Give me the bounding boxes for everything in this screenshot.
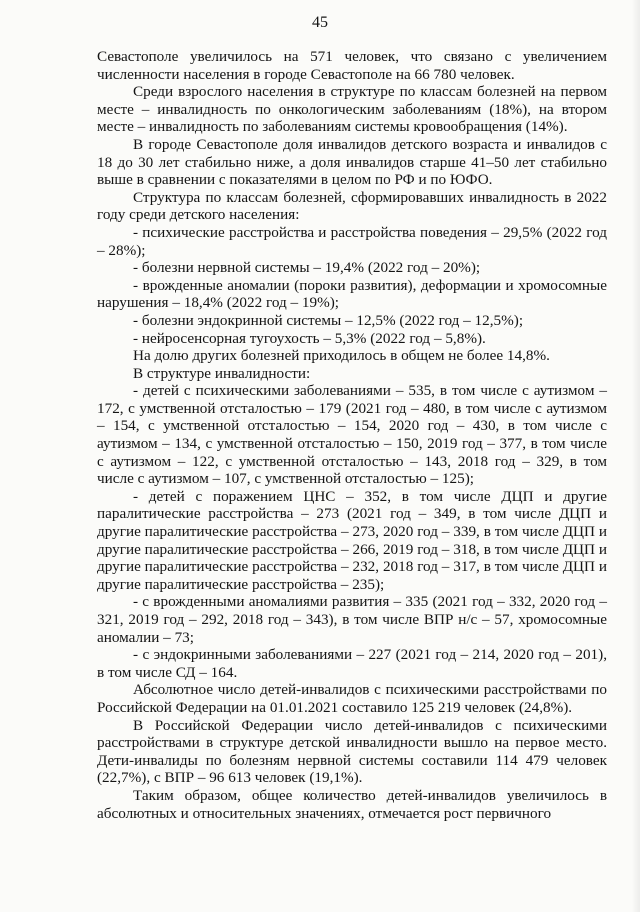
list-item-hearing-loss: - нейросенсорная тугоухость – 5,3% (2022 год – 5,8%). [133, 329, 486, 347]
list-item-endocrine-system: - болезни эндокринной системы – 12,5% (2022 год – 12,5%); [133, 311, 524, 329]
list-item-mental-disorders: - психические расстройства и расстройства поведения – 29,5% (2022 год – 28%); [97, 223, 607, 259]
paragraph-population-growth: Севастополе увеличилось на 571 человек, что связано с увеличением численности населения в городе Севастополе на 66 780 человек. [97, 48, 607, 83]
list-item-nervous-system: - болезни нервной системы – 19,4% (2022 год – 20%); [133, 259, 481, 277]
list-item-mental-children: - детей с психическими заболеваниями – 535, в том числе с аутизмом – 172, с умственной отсталостью – 179 (2021 год – 480, в том числе с аутизмом – 154, с умственной отсталостью – 154, 2020 год – 430, в том числе с аутизмом – 134, с умственной отсталостью – 150, 2019 год – 377, в том числе с аутизмом – 122, с умственной отсталостью – 143, 2018 год – 329, в том числе с аутизмом – 107, с умственной отсталостью – 125); [97, 382, 607, 488]
document-body [97, 48, 607, 822]
page-number: 45 [312, 14, 328, 31]
scan-edge-shadow [632, 0, 640, 912]
paragraph-rf-structure: В Российской Федерации число детей-инвалидов с психическими расстройствами в структуре детской инвалидности вышло на первое место. Дети-инвалиды по болезням нервной системы составили 114 479 человек (22,7%), с ВПР – 96 613 человек (19,1%). [97, 716, 607, 787]
paragraph-rf-absolute-number: Абсолютное число детей-инвалидов с психическими расстройствами по Российской Федерации на 01.01.2021 составило 125 219 человек (24,8%). [97, 681, 607, 716]
paragraph-child-structure-intro: Структура по классам болезней, сформировавших инвалидность в 2022 году среди детского населения: [97, 188, 607, 224]
paragraph-sevastopol-age-share: В городе Севастополе доля инвалидов детского возраста и инвалидов с 18 до 30 лет стабильно ниже, а доля инвалидов старше 41–50 лет стабильно выше в сравнении с показателями в целом по РФ и по ЮФО. [97, 135, 607, 189]
list-item-congenital-children: - с врожденными аномалиями развития – 335 (2021 год – 332, 2020 год – 321, 2019 год – 292, 2018 год – 343), в том числе ВПР н/с – 57, хромосомные аномалии – 73; [97, 593, 607, 646]
list-item-congenital-anomalies: - врожденные аномалии (пороки развития), деформации и хромосомные нарушения – 18,4% (2022 год – 19%); [97, 276, 607, 312]
paragraph-conclusion: Таким образом, общее количество детей-инвалидов увеличилось в абсолютных и относительных значениях, отмечается рост первичного [97, 786, 607, 822]
paragraph-other-diseases: На долю других болезней приходилось в общем не более 14,8%. [133, 347, 550, 365]
paragraph-structure-heading: В структуре инвалидности: [133, 364, 311, 382]
paragraph-adult-disability-structure: Среди взрослого населения в структуре по классам болезней на первом месте – инвалидность по онкологическим заболеваниям (18%), на втором месте – инвалидность по заболеваниям системы кровообращения (14%). [97, 83, 607, 136]
list-item-cns-children: - детей с поражением ЦНС – 352, в том числе ДЦП и другие паралитические расстройства – 273 (2021 год – 349, в том числе ДЦП и другие паралитические расстройства – 273, 2020 год – 339, в том числе ДЦП и другие паралитические расстройства – 266, 2019 год – 318, в том числе ДЦП и другие паралитические расстройства – 232, 2018 год – 317, в том числе ДЦП и другие паралитические расстройства – 235); [97, 487, 607, 593]
list-item-endocrine-children: - с эндокринными заболеваниями – 227 (2021 год – 214, 2020 год – 201), в том числе СД – 164. [97, 646, 607, 681]
